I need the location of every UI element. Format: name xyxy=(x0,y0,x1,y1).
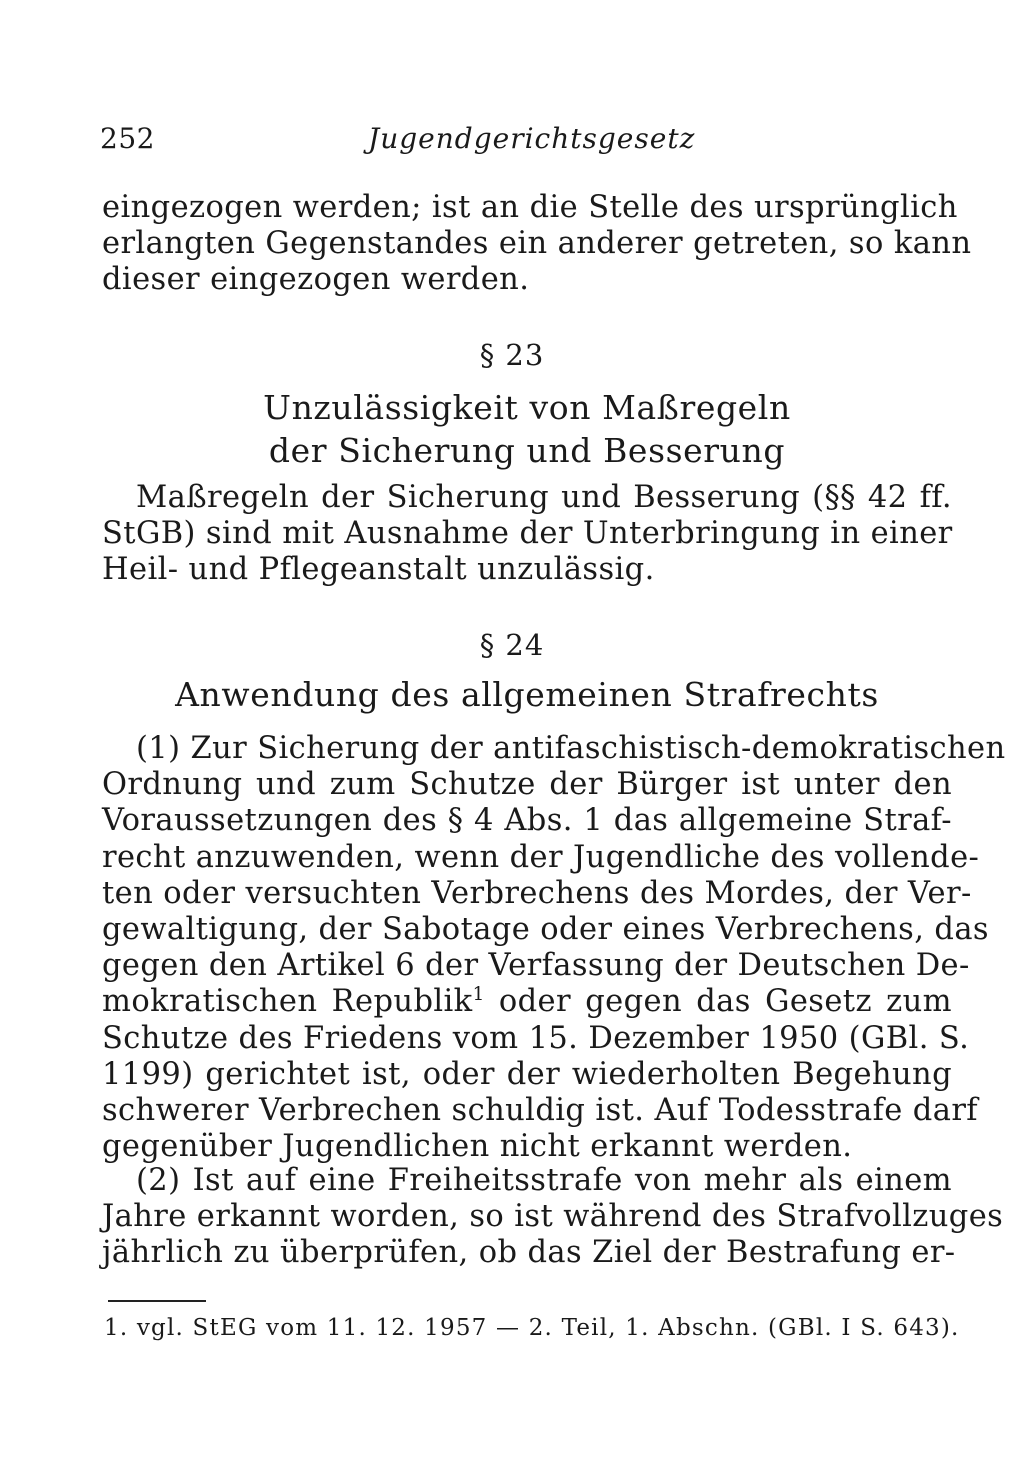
continuation-paragraph xyxy=(102,190,972,299)
text-line: StGB) sind mit Ausnahme der Unterbringung in einer xyxy=(102,516,953,552)
footnote-divider xyxy=(108,1300,206,1302)
text-line: Ordnung und zum Schutze der Bürger ist unter den xyxy=(102,767,952,803)
text-line: Schutze des Friedens vom 15. Dezember 1950 (GBl. S. xyxy=(102,1020,970,1056)
text-line: recht anzuwenden, wenn der Jugendliche des vollende- xyxy=(102,839,980,875)
text-segment: mokratischen Republik xyxy=(102,984,473,1020)
text-line: dieser eingezogen werden. xyxy=(102,262,530,298)
section-24-paragraph-2 xyxy=(102,1163,1004,1272)
section-23-number: § 23 xyxy=(479,338,545,372)
footnote: 1. vgl. StEG vom 11. 12. 1957 — 2. Teil, 1. Abschn. (GBl. I S. 643). xyxy=(104,1315,960,1341)
section-title-line: Unzulässigkeit von Maßregeln xyxy=(263,388,791,427)
text-line: gegenüber Jugendlichen nicht erkannt werden. xyxy=(102,1129,853,1165)
text-line: (2) Ist auf eine Freiheitsstrafe von mehr als einem xyxy=(136,1163,952,1198)
text-line: 1199) gerichtet ist, oder der wiederholten Begehung xyxy=(102,1056,952,1092)
section-24-title: Anwendung des allgemeinen Strafrechts xyxy=(175,675,879,714)
text-line: jährlich zu überprüfen, ob das Ziel der Bestrafung er- xyxy=(102,1235,956,1271)
text-line: Voraussetzungen des § 4 Abs. 1 das allgemeine Straf- xyxy=(102,803,952,839)
text-line: gewaltigung, der Sabotage oder eines Verbrechens, das xyxy=(102,912,989,948)
text-segment: oder gegen das Gesetz zum xyxy=(484,984,952,1020)
text-line: Heil- und Pflegeanstalt unzulässig. xyxy=(102,552,655,588)
text-line: erlangten Gegenstandes ein anderer getreten, so kann xyxy=(102,226,972,262)
footnote-marker: 1 xyxy=(472,984,485,1006)
text-line: ten oder versuchten Verbrechens des Mordes, der Ver- xyxy=(102,875,972,911)
section-23-body xyxy=(102,480,952,589)
page-number: 252 xyxy=(100,122,155,155)
section-24-paragraph-1 xyxy=(102,731,1006,1165)
text-line: gegen den Artikel 6 der Verfassung der Deutschen De- xyxy=(102,948,970,984)
section-23-title xyxy=(0,386,1024,472)
page-header xyxy=(100,122,950,162)
section-24-number: § 24 xyxy=(479,628,545,662)
text-line: (1) Zur Sicherung der antifaschistisch-demokratischen xyxy=(136,731,1006,766)
text-line: eingezogen werden; ist an die Stelle des ursprünglich xyxy=(102,190,958,225)
text-line: schwerer Verbrechen schuldig ist. Auf Todesstrafe darf xyxy=(102,1093,978,1129)
text-line xyxy=(102,984,952,1020)
text-line: Maßregeln der Sicherung und Besserung (§§ 42 ff. xyxy=(136,480,952,515)
text-line: Jahre erkannt worden, so ist während des Strafvollzuges xyxy=(102,1199,1004,1235)
running-title: Jugendgerichtsgesetz xyxy=(368,122,696,155)
section-title-line: der Sicherung und Besserung xyxy=(268,431,786,470)
